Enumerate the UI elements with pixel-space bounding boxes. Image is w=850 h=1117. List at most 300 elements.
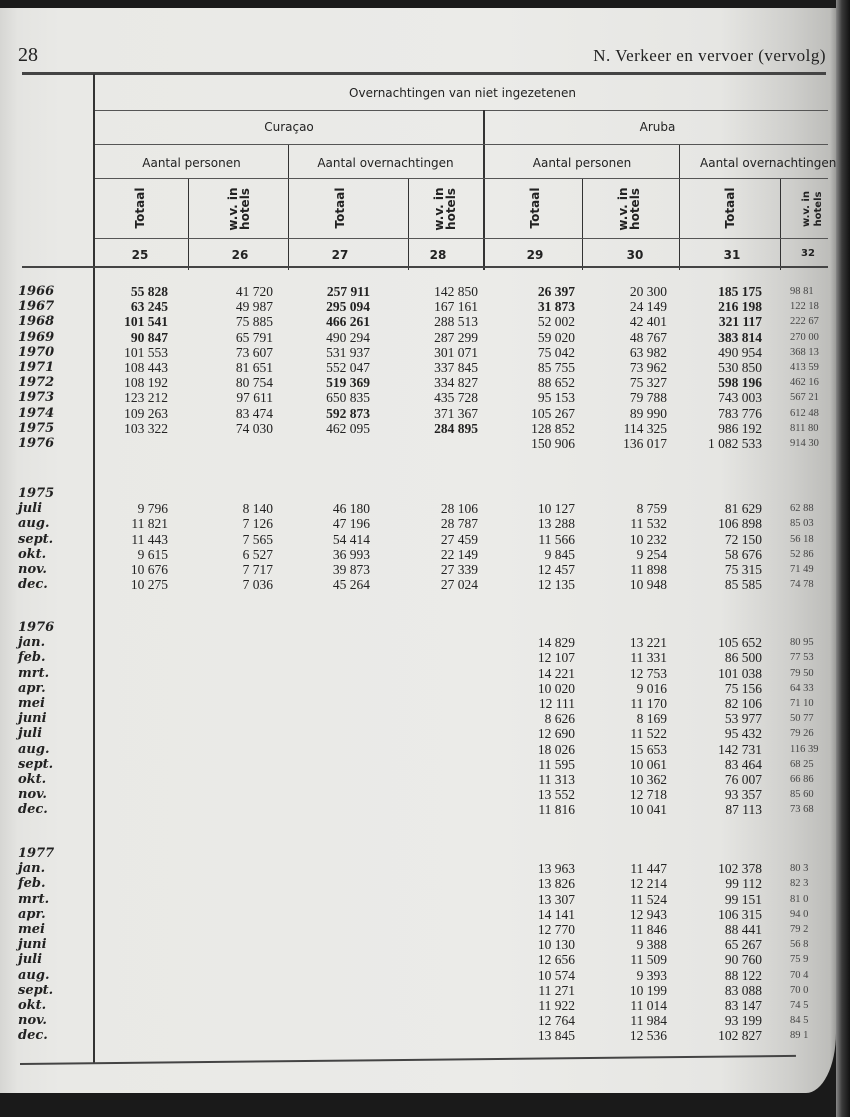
cell-26: 97 611 <box>236 390 273 406</box>
table-row <box>0 577 836 592</box>
cell-32: 914 30 <box>790 437 819 449</box>
cell-27: 46 180 <box>332 501 370 517</box>
table-row <box>0 892 836 907</box>
cell-29: 12 690 <box>537 726 575 742</box>
cell-29: 10 574 <box>537 967 575 983</box>
header-rule-3 <box>95 178 828 179</box>
table-row <box>0 983 836 998</box>
cell-30: 11 524 <box>630 891 667 907</box>
cell-28: 284 895 <box>434 420 478 436</box>
cell-26: 81 651 <box>235 359 273 375</box>
cell-26: 73 607 <box>235 344 273 360</box>
year-label: 1976 <box>18 620 55 635</box>
cell-28: 28 106 <box>440 501 478 517</box>
row-label: 1966 <box>18 284 55 299</box>
cell-29: 10 127 <box>537 501 575 517</box>
table-row <box>0 726 836 741</box>
row-label: juni <box>18 711 47 727</box>
cell-25: 10 676 <box>130 561 168 577</box>
cell-30: 11 984 <box>630 1013 667 1029</box>
year-label: 1975 <box>18 486 55 501</box>
cell-30: 9 388 <box>636 937 667 953</box>
cell-31: 83 147 <box>724 997 762 1013</box>
cell-27: 39 873 <box>332 561 370 577</box>
cell-29: 12 764 <box>537 1013 575 1029</box>
cell-29: 150 906 <box>531 435 575 451</box>
row-label: okt. <box>18 546 47 562</box>
cell-30: 89 990 <box>629 405 667 421</box>
cell-30: 8 759 <box>636 501 667 517</box>
table-row <box>0 284 836 299</box>
cell-32: 85 60 <box>790 789 814 801</box>
cell-29: 12 457 <box>537 561 575 577</box>
row-label: dec. <box>18 802 48 818</box>
cell-32: 71 10 <box>790 697 814 709</box>
cell-30: 20 300 <box>629 284 667 299</box>
cell-28: 337 845 <box>434 359 478 375</box>
cell-26: 49 987 <box>235 299 273 315</box>
cell-32: 74 78 <box>790 579 814 591</box>
cell-25: 108 192 <box>124 375 168 391</box>
cell-25: 109 263 <box>124 405 168 421</box>
cell-32: 368 13 <box>790 346 819 358</box>
region-curacao: Curaçao <box>264 120 314 134</box>
cell-32: 70 4 <box>790 969 809 981</box>
cell-32: 94 0 <box>790 908 809 920</box>
table-row <box>0 757 836 772</box>
cell-31: 102 827 <box>718 1028 762 1044</box>
cell-25: 9 615 <box>137 546 168 562</box>
cell-25: 55 828 <box>130 284 168 299</box>
cell-27: 47 196 <box>332 516 370 532</box>
cell-31: 598 196 <box>718 375 762 391</box>
cell-27: 466 261 <box>326 314 370 330</box>
row-label: sept. <box>18 756 54 772</box>
cell-32: 79 50 <box>790 667 814 679</box>
cell-31: 321 117 <box>718 314 762 330</box>
cell-30: 10 041 <box>629 802 667 818</box>
cell-32: 52 86 <box>790 548 814 560</box>
cell-30: 136 017 <box>623 435 667 451</box>
cell-31: 1 082 533 <box>708 435 762 451</box>
cell-25: 108 443 <box>124 359 168 375</box>
row-label: juli <box>18 952 43 968</box>
row-label: 1973 <box>18 390 55 406</box>
cell-32: 64 33 <box>790 682 814 694</box>
row-label: sept. <box>18 531 54 547</box>
col-26-label: w.v. in hotels <box>226 187 252 231</box>
cell-27: 592 873 <box>326 405 370 421</box>
cell-32: 56 18 <box>790 533 814 545</box>
book-spine-edge <box>836 0 850 1117</box>
cell-29: 31 873 <box>537 299 575 315</box>
cell-25: 90 847 <box>130 329 168 345</box>
cell-31: 216 198 <box>718 299 762 315</box>
group-aruba-overnachtingen: Aantal overnachtingen <box>700 156 837 170</box>
col-num-25: 25 <box>131 248 149 262</box>
row-label: feb. <box>18 876 46 892</box>
col-25-label: Totaal <box>133 187 147 229</box>
table-row <box>0 421 836 436</box>
cell-30: 73 962 <box>629 359 667 375</box>
group-curacao-overnachtingen: Aantal overnachtingen <box>317 156 454 170</box>
cell-29: 11 271 <box>538 982 575 998</box>
table-row <box>0 681 836 696</box>
cell-30: 11 846 <box>630 921 667 937</box>
cell-30: 24 149 <box>629 299 667 315</box>
cell-26: 65 791 <box>235 329 273 345</box>
cell-32: 62 88 <box>790 503 814 515</box>
cell-26: 41 720 <box>235 284 273 299</box>
cell-31: 783 776 <box>718 405 762 421</box>
cell-32: 811 80 <box>790 422 819 434</box>
cell-29: 13 845 <box>537 1028 575 1044</box>
table-row <box>0 635 836 650</box>
cell-30: 10 948 <box>629 577 667 593</box>
page-number: 28 <box>18 44 38 66</box>
cell-26: 7 126 <box>242 516 273 532</box>
table-row <box>0 1013 836 1028</box>
table-row <box>0 330 836 345</box>
table-row <box>0 314 836 329</box>
cell-31: 105 652 <box>718 635 762 651</box>
row-label: dec. <box>18 1028 48 1044</box>
block-year-row <box>0 486 836 501</box>
cell-31: 75 315 <box>724 561 762 577</box>
row-label: juni <box>18 937 47 953</box>
group-aruba-personen: Aantal personen <box>532 156 632 170</box>
cell-32: 80 95 <box>790 637 814 649</box>
cell-31: 102 378 <box>718 861 762 877</box>
cell-31: 106 315 <box>718 906 762 922</box>
col-num-28: 28 <box>429 248 447 262</box>
cell-29: 13 552 <box>537 787 575 803</box>
cell-31: 90 760 <box>724 952 762 968</box>
cell-30: 10 199 <box>629 982 667 998</box>
cell-28: 27 339 <box>440 561 478 577</box>
table-row <box>0 937 836 952</box>
col-32-label: w.v. in hotels <box>801 191 824 227</box>
cell-31: 88 122 <box>724 967 762 983</box>
cell-29: 59 020 <box>537 329 575 345</box>
cell-27: 531 937 <box>326 344 370 360</box>
cell-26: 7 565 <box>242 531 273 547</box>
cell-30: 9 393 <box>636 967 667 983</box>
cell-29: 13 826 <box>537 876 575 892</box>
cell-31: 99 112 <box>725 876 762 892</box>
cell-27: 490 294 <box>326 329 370 345</box>
cell-28: 287 299 <box>434 329 478 345</box>
col-num-30: 30 <box>626 248 644 262</box>
table-row <box>0 861 836 876</box>
cell-28: 371 367 <box>434 405 478 421</box>
row-label: aug. <box>18 741 50 757</box>
col-num-32: 32 <box>801 248 815 259</box>
cell-25: 9 796 <box>137 501 168 517</box>
cell-32: 567 21 <box>790 392 819 404</box>
cell-30: 48 767 <box>629 329 667 345</box>
cell-32: 66 86 <box>790 773 814 785</box>
table-row <box>0 345 836 360</box>
cell-26: 7 036 <box>242 577 273 593</box>
cell-29: 9 845 <box>544 546 575 562</box>
cell-29: 18 026 <box>537 741 575 757</box>
monthly-1977-block <box>0 846 836 1043</box>
cell-30: 12 536 <box>629 1028 667 1044</box>
cell-30: 9 254 <box>636 546 667 562</box>
cell-30: 10 232 <box>629 531 667 547</box>
cell-31: 58 676 <box>724 546 762 562</box>
cell-26: 83 474 <box>235 405 273 421</box>
cell-29: 88 652 <box>537 375 575 391</box>
cell-32: 79 26 <box>790 728 814 740</box>
row-label: 1967 <box>18 299 55 315</box>
table-row <box>0 650 836 665</box>
cell-30: 15 653 <box>629 741 667 757</box>
cell-29: 26 397 <box>537 284 575 299</box>
cell-28: 27 024 <box>440 577 478 593</box>
cell-30: 8 169 <box>636 711 667 727</box>
row-label: 1972 <box>18 375 55 391</box>
cell-32: 56 8 <box>790 939 809 951</box>
cell-30: 12 214 <box>629 876 667 892</box>
cell-30: 12 718 <box>629 787 667 803</box>
cell-32: 77 53 <box>790 652 814 664</box>
cell-31: 93 357 <box>724 787 762 803</box>
cell-27: 295 094 <box>326 299 370 315</box>
cell-30: 63 982 <box>629 344 667 360</box>
cell-28: 334 827 <box>434 375 478 391</box>
col-30-label: w.v. in hotels <box>616 187 642 231</box>
cell-32: 85 03 <box>790 518 814 530</box>
table-row <box>0 666 836 681</box>
cell-28: 301 071 <box>434 344 478 360</box>
cell-25: 101 553 <box>124 344 168 360</box>
cell-30: 12 943 <box>629 906 667 922</box>
row-label: 1971 <box>18 359 55 375</box>
row-label: mrt. <box>18 891 50 907</box>
cell-30: 75 327 <box>629 375 667 391</box>
table-row <box>0 406 836 421</box>
cell-30: 79 788 <box>629 390 667 406</box>
cell-26: 8 140 <box>242 501 273 517</box>
cell-29: 12 107 <box>537 650 575 666</box>
cell-29: 52 002 <box>537 314 575 330</box>
table-row <box>0 968 836 983</box>
cell-30: 11 447 <box>630 861 667 877</box>
cell-27: 45 264 <box>332 577 370 593</box>
row-label: 1976 <box>18 435 55 451</box>
row-label: feb. <box>18 650 46 666</box>
row-label: sept. <box>18 982 54 998</box>
region-divider <box>483 110 485 270</box>
cell-32: 98 81 <box>790 286 814 297</box>
cell-28: 288 513 <box>434 314 478 330</box>
cell-30: 42 401 <box>629 314 667 330</box>
cell-30: 9 016 <box>636 680 667 696</box>
cell-31: 185 175 <box>718 284 762 299</box>
cell-29: 11 313 <box>538 771 575 787</box>
block-year-row <box>0 620 836 635</box>
cell-30: 11 898 <box>630 561 667 577</box>
cell-29: 11 566 <box>538 531 575 547</box>
cell-29: 11 922 <box>538 997 575 1013</box>
cell-29: 13 288 <box>537 516 575 532</box>
table-row <box>0 922 836 937</box>
cell-32: 74 5 <box>790 999 809 1011</box>
table-row <box>0 390 836 405</box>
cell-29: 10 130 <box>537 937 575 953</box>
cell-27: 257 911 <box>326 284 370 299</box>
cell-32: 462 16 <box>790 377 819 389</box>
cell-30: 11 170 <box>630 695 667 711</box>
row-label: mei <box>18 695 45 711</box>
cell-32: 413 59 <box>790 361 819 373</box>
table-row <box>0 562 836 577</box>
cell-25: 63 245 <box>130 299 168 315</box>
cell-31: 85 585 <box>724 577 762 593</box>
row-label: okt. <box>18 997 47 1013</box>
cell-30: 11 331 <box>630 650 667 666</box>
cell-31: 95 432 <box>724 726 762 742</box>
cell-31: 106 898 <box>718 516 762 532</box>
cell-29: 12 656 <box>537 952 575 968</box>
region-aruba: Aruba <box>639 120 676 134</box>
cell-30: 11 532 <box>630 516 667 532</box>
cell-29: 105 267 <box>531 405 575 421</box>
row-label: juli <box>18 501 43 517</box>
table-row <box>0 516 836 531</box>
monthly-1976-block <box>0 620 836 817</box>
cell-30: 11 522 <box>630 726 667 742</box>
cell-32: 68 25 <box>790 758 814 770</box>
cell-29: 85 755 <box>537 359 575 375</box>
row-label: mei <box>18 921 45 937</box>
cell-32: 222 67 <box>790 316 819 328</box>
table-title: Overnachtingen van niet ingezetenen <box>349 86 576 100</box>
row-label: dec. <box>18 577 48 593</box>
cell-30: 11 014 <box>630 997 667 1013</box>
cell-31: 82 106 <box>724 695 762 711</box>
row-label: aug. <box>18 967 50 983</box>
col-27-label: Totaal <box>333 187 347 229</box>
group-curacao-personen: Aantal personen <box>142 156 241 170</box>
cell-26: 75 885 <box>235 314 273 330</box>
row-label: jan. <box>18 861 46 877</box>
cell-30: 10 061 <box>629 756 667 772</box>
cell-32: 122 18 <box>790 301 819 313</box>
cell-25: 101 541 <box>124 314 168 330</box>
cell-29: 12 770 <box>537 921 575 937</box>
cell-29: 14 221 <box>537 665 575 681</box>
table-row <box>0 547 836 562</box>
cell-29: 8 626 <box>544 711 575 727</box>
cell-31: 72 150 <box>724 531 762 547</box>
cell-31: 93 199 <box>724 1013 762 1029</box>
block-year-row <box>0 846 836 861</box>
col-28-label: w.v. in hotels <box>432 187 458 231</box>
cell-32: 50 77 <box>790 713 814 725</box>
cell-26: 74 030 <box>235 420 273 436</box>
year-label: 1977 <box>18 846 55 861</box>
cell-32: 75 9 <box>790 954 809 966</box>
cell-26: 6 527 <box>242 546 273 562</box>
row-label: 1969 <box>18 329 55 345</box>
cell-26: 80 754 <box>235 375 273 391</box>
running-head: N. Verkeer en vervoer (vervolg) <box>593 46 826 65</box>
row-label: 1974 <box>18 405 55 421</box>
cell-32: 270 00 <box>790 331 819 343</box>
cell-32: 70 0 <box>790 984 809 996</box>
table-row <box>0 299 836 314</box>
col-num-26: 26 <box>231 248 249 262</box>
table-row <box>0 787 836 802</box>
table-row <box>0 696 836 711</box>
cell-32: 73 68 <box>790 804 814 816</box>
cell-29: 95 153 <box>537 390 575 406</box>
cell-28: 435 728 <box>434 390 478 406</box>
cell-29: 10 020 <box>537 680 575 696</box>
cell-29: 12 135 <box>537 577 575 593</box>
row-label: juli <box>18 726 43 742</box>
cell-27: 36 993 <box>332 546 370 562</box>
table-row <box>0 772 836 787</box>
cell-31: 75 156 <box>724 680 762 696</box>
cell-28: 28 787 <box>440 516 478 532</box>
cell-30: 11 509 <box>630 952 667 968</box>
col-29-label: Totaal <box>528 187 542 229</box>
table-row <box>0 711 836 726</box>
cell-27: 552 047 <box>326 359 370 375</box>
row-label: jan. <box>18 635 46 651</box>
table-row <box>0 998 836 1013</box>
col-num-27: 27 <box>331 248 349 262</box>
cell-31: 83 088 <box>724 982 762 998</box>
cell-29: 13 963 <box>537 861 575 877</box>
cell-30: 10 362 <box>629 771 667 787</box>
cell-28: 167 161 <box>434 299 478 315</box>
cell-25: 103 322 <box>124 420 168 436</box>
cell-25: 11 443 <box>131 531 168 547</box>
cell-29: 12 111 <box>538 695 575 711</box>
cell-31: 76 007 <box>724 771 762 787</box>
cell-28: 27 459 <box>440 531 478 547</box>
row-label: nov. <box>18 787 47 803</box>
monthly-1975-block <box>0 486 836 592</box>
col-num-31: 31 <box>723 248 741 262</box>
table-row <box>0 532 836 547</box>
cell-29: 11 816 <box>538 802 575 818</box>
table-row <box>0 360 836 375</box>
cell-31: 53 977 <box>724 711 762 727</box>
cell-31: 743 003 <box>718 390 762 406</box>
row-label: 1975 <box>18 420 55 436</box>
cell-31: 81 629 <box>724 501 762 517</box>
table-row <box>0 952 836 967</box>
document-page <box>0 8 836 1093</box>
cell-31: 101 038 <box>718 665 762 681</box>
row-label: nov. <box>18 1013 47 1029</box>
header-rule-5 <box>22 266 828 268</box>
cell-31: 88 441 <box>724 921 762 937</box>
cell-31: 142 731 <box>718 741 762 757</box>
cell-32: 80 3 <box>790 863 809 875</box>
cell-27: 54 414 <box>332 531 370 547</box>
cell-29: 14 829 <box>537 635 575 651</box>
cell-28: 142 850 <box>434 284 478 299</box>
table-row <box>0 436 836 451</box>
row-label: 1970 <box>18 344 55 360</box>
